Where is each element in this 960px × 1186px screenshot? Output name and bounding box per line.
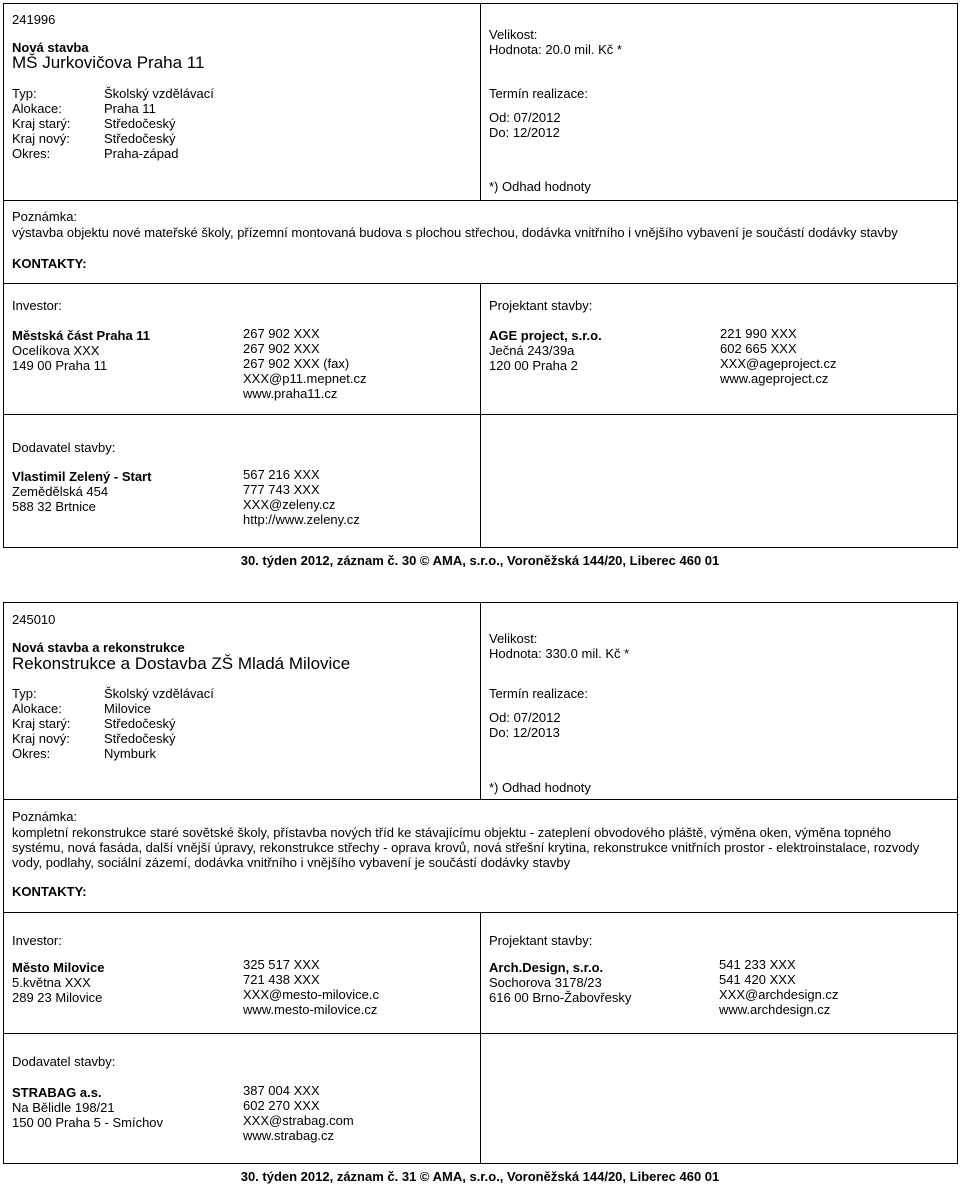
term-from: Od: 07/2012 — [489, 710, 561, 725]
size-label: Velikost: — [489, 631, 538, 646]
header-bottom-rule — [3, 200, 958, 201]
designer-address-line: Sochorova 3178/23 — [489, 975, 602, 990]
supplier-website[interactable]: www.strabag.cz — [243, 1128, 335, 1143]
field-label: Kraj starý: — [12, 116, 71, 131]
designer-contact-line: 541 233 XXX — [719, 957, 796, 972]
supplier-address-line: Zemědělská 454 — [12, 484, 109, 499]
field-values — [104, 686, 214, 761]
field-value: Středočeský — [104, 731, 176, 746]
investor-label: Investor: — [12, 933, 62, 948]
term-label: Termín realizace: — [489, 686, 588, 701]
supplier-name: Vlastimil Zelený - Start — [12, 469, 152, 484]
record-title: MŠ Jurkovičova Praha 11 — [12, 53, 205, 72]
supplier-label: Dodavatel stavby: — [12, 1054, 116, 1069]
contacts-divider — [480, 912, 481, 1034]
field-label: Alokace: — [12, 101, 62, 116]
field-value: Středočeský — [104, 716, 176, 731]
investor-website[interactable]: www.mesto-milovice.cz — [243, 1002, 378, 1017]
note-label: Poznámka: — [12, 809, 78, 824]
supplier-divider — [480, 414, 481, 548]
designer-contact-line: 221 990 XXX — [720, 326, 797, 341]
investor-website[interactable]: www.praha11.cz — [243, 386, 338, 401]
supplier-address-line: Na Bělidle 198/21 — [12, 1100, 115, 1115]
field-label: Okres: — [12, 146, 51, 161]
value-text: Hodnota: 20.0 mil. Kč * — [489, 42, 622, 57]
designer-website[interactable]: www.ageproject.cz — [720, 371, 829, 386]
field-value: Středočeský — [104, 116, 176, 131]
contacts-label: KONTAKTY: — [12, 256, 87, 271]
investor-address — [12, 960, 104, 1005]
supplier-contacts — [243, 1083, 354, 1143]
note-label: Poznámka: — [12, 209, 78, 224]
designer-address-line: 616 00 Brno-Žabovřesky — [489, 990, 632, 1005]
note-line: kompletní rekonstrukce staré sovětské školy, přístavba nových tříd ke stávajícímu objektu - zateplení obvodového pláště, výměna oken, výměna topného — [12, 825, 892, 840]
designer-label: Projektant stavby: — [489, 298, 593, 313]
field-label: Okres: — [12, 746, 51, 761]
investor-contact-line: 325 517 XXX — [243, 957, 320, 972]
note-line: systému, nová fasáda, další vnější úpravy, rekonstrukce střechy - oprava krovů, nová střešní krytina, rekonstrukce vnitřních prostor - elektroinstalace, rozvody — [12, 840, 920, 855]
size-label: Velikost: — [489, 27, 538, 42]
supplier-email[interactable]: XXX@zeleny.cz — [243, 497, 336, 512]
term-to: Do: 12/2012 — [489, 125, 560, 140]
investor-contact-line: 267 902 XXX (fax) — [243, 356, 350, 371]
value-text: Hodnota: 330.0 mil. Kč * — [489, 646, 630, 661]
designer-address — [489, 960, 631, 1005]
field-values — [104, 86, 214, 161]
supplier-name: STRABAG a.s. — [12, 1085, 102, 1100]
supplier-email[interactable]: XXX@strabag.com — [243, 1113, 354, 1128]
designer-label: Projektant stavby: — [489, 933, 593, 948]
record-id: 241996 — [12, 12, 56, 27]
note-text — [12, 825, 919, 870]
investor-name: Městská část Praha 11 — [12, 328, 151, 343]
investor-address-line: Ocelíkova XXX — [12, 343, 100, 358]
investor-name: Město Milovice — [12, 960, 105, 975]
record-id: 245010 — [12, 612, 56, 627]
header-bottom-rule — [3, 799, 958, 800]
supplier-address-line: 588 32 Brtnice — [12, 499, 96, 514]
record-footer: 30. týden 2012, záznam č. 31 © AMA, s.r.o., Voroněžská 144/20, Liberec 460 01 — [240, 1169, 720, 1184]
field-label: Typ: — [12, 686, 37, 701]
field-label: Kraj nový: — [12, 131, 70, 146]
term-from: Od: 07/2012 — [489, 110, 561, 125]
investor-contacts — [243, 957, 379, 1017]
investor-email[interactable]: XXX@mesto-milovice.c — [243, 987, 380, 1002]
supplier-address-line: 150 00 Praha 5 - Smíchov — [12, 1115, 164, 1130]
record-title: Rekonstrukce a Dostavba ZŠ Mladá Milovice — [12, 654, 351, 673]
field-label: Kraj nový: — [12, 731, 70, 746]
supplier-contacts — [243, 467, 360, 527]
field-value: Školský vzdělávací — [104, 686, 214, 701]
note-line: vody, podlahy, sociální zázemí, dodávka vnitřního i vnějšího vybavení je součástí dodávky stavby — [12, 855, 571, 870]
designer-contact-line: 541 420 XXX — [719, 972, 796, 987]
supplier-address — [12, 1085, 163, 1130]
designer-email[interactable]: XXX@ageproject.cz — [720, 356, 837, 371]
field-label: Kraj starý: — [12, 716, 71, 731]
supplier-website[interactable]: http://www.zeleny.cz — [243, 512, 360, 527]
contacts-label: KONTAKTY: — [12, 884, 87, 899]
header-divider — [480, 602, 481, 800]
estimate-note: *) Odhad hodnoty — [489, 179, 591, 194]
designer-address-line: Ječná 243/39a — [489, 343, 575, 358]
designer-address-line: 120 00 Praha 2 — [489, 358, 578, 373]
designer-email[interactable]: XXX@archdesign.cz — [719, 987, 839, 1002]
field-label: Alokace: — [12, 701, 62, 716]
field-label: Typ: — [12, 86, 37, 101]
field-labels — [12, 86, 71, 161]
investor-contacts — [243, 326, 367, 401]
investor-label: Investor: — [12, 298, 62, 313]
field-value: Praha 11 — [104, 101, 156, 116]
record-kind: Nová stavba a rekonstrukce — [12, 640, 185, 655]
designer-name: Arch.Design, s.r.o. — [489, 960, 604, 975]
investor-contact-line: 267 902 XXX — [243, 326, 320, 341]
estimate-note: *) Odhad hodnoty — [489, 780, 591, 795]
term-to: Do: 12/2013 — [489, 725, 560, 740]
investor-address-line: 289 23 Milovice — [12, 990, 103, 1005]
record-footer: 30. týden 2012, záznam č. 30 © AMA, s.r.o., Voroněžská 144/20, Liberec 460 01 — [240, 553, 720, 568]
contacts-divider — [480, 283, 481, 415]
field-labels — [12, 686, 71, 761]
field-value: Milovice — [104, 701, 151, 716]
field-value: Středočeský — [104, 131, 176, 146]
investor-contact-line: 721 438 XXX — [243, 972, 320, 987]
investor-contact-line: 267 902 XXX — [243, 341, 320, 356]
designer-contact-line: 602 665 XXX — [720, 341, 797, 356]
designer-address — [489, 328, 602, 373]
supplier-contact-line: 387 004 XXX — [243, 1083, 320, 1098]
supplier-contact-line: 777 743 XXX — [243, 482, 320, 497]
investor-email[interactable]: XXX@p11.mepnet.cz — [243, 371, 367, 386]
supplier-contact-line: 602 270 XXX — [243, 1098, 320, 1113]
investor-address — [12, 328, 150, 373]
supplier-address — [12, 469, 151, 514]
designer-website[interactable]: www.archdesign.cz — [719, 1002, 831, 1017]
designer-contacts — [720, 326, 837, 386]
header-divider — [480, 3, 481, 201]
note-text: výstavba objektu nové mateřské školy, přízemní montovaná budova s plochou střechou, dodávka vnitřního i vnějšího vybavení je součástí dodávky stavby — [12, 225, 898, 240]
supplier-divider — [480, 1033, 481, 1164]
field-value: Praha-západ — [104, 146, 179, 161]
record-kind: Nová stavba — [12, 40, 89, 55]
designer-name: AGE project, s.r.o. — [489, 328, 602, 343]
investor-address-line: 5.května XXX — [12, 975, 91, 990]
field-value: Nymburk — [104, 746, 157, 761]
field-value: Školský vzdělávací — [104, 86, 214, 101]
designer-contacts — [719, 957, 838, 1017]
supplier-contact-line: 567 216 XXX — [243, 467, 320, 482]
supplier-label: Dodavatel stavby: — [12, 440, 116, 455]
term-label: Termín realizace: — [489, 86, 588, 101]
investor-address-line: 149 00 Praha 11 — [12, 358, 108, 373]
